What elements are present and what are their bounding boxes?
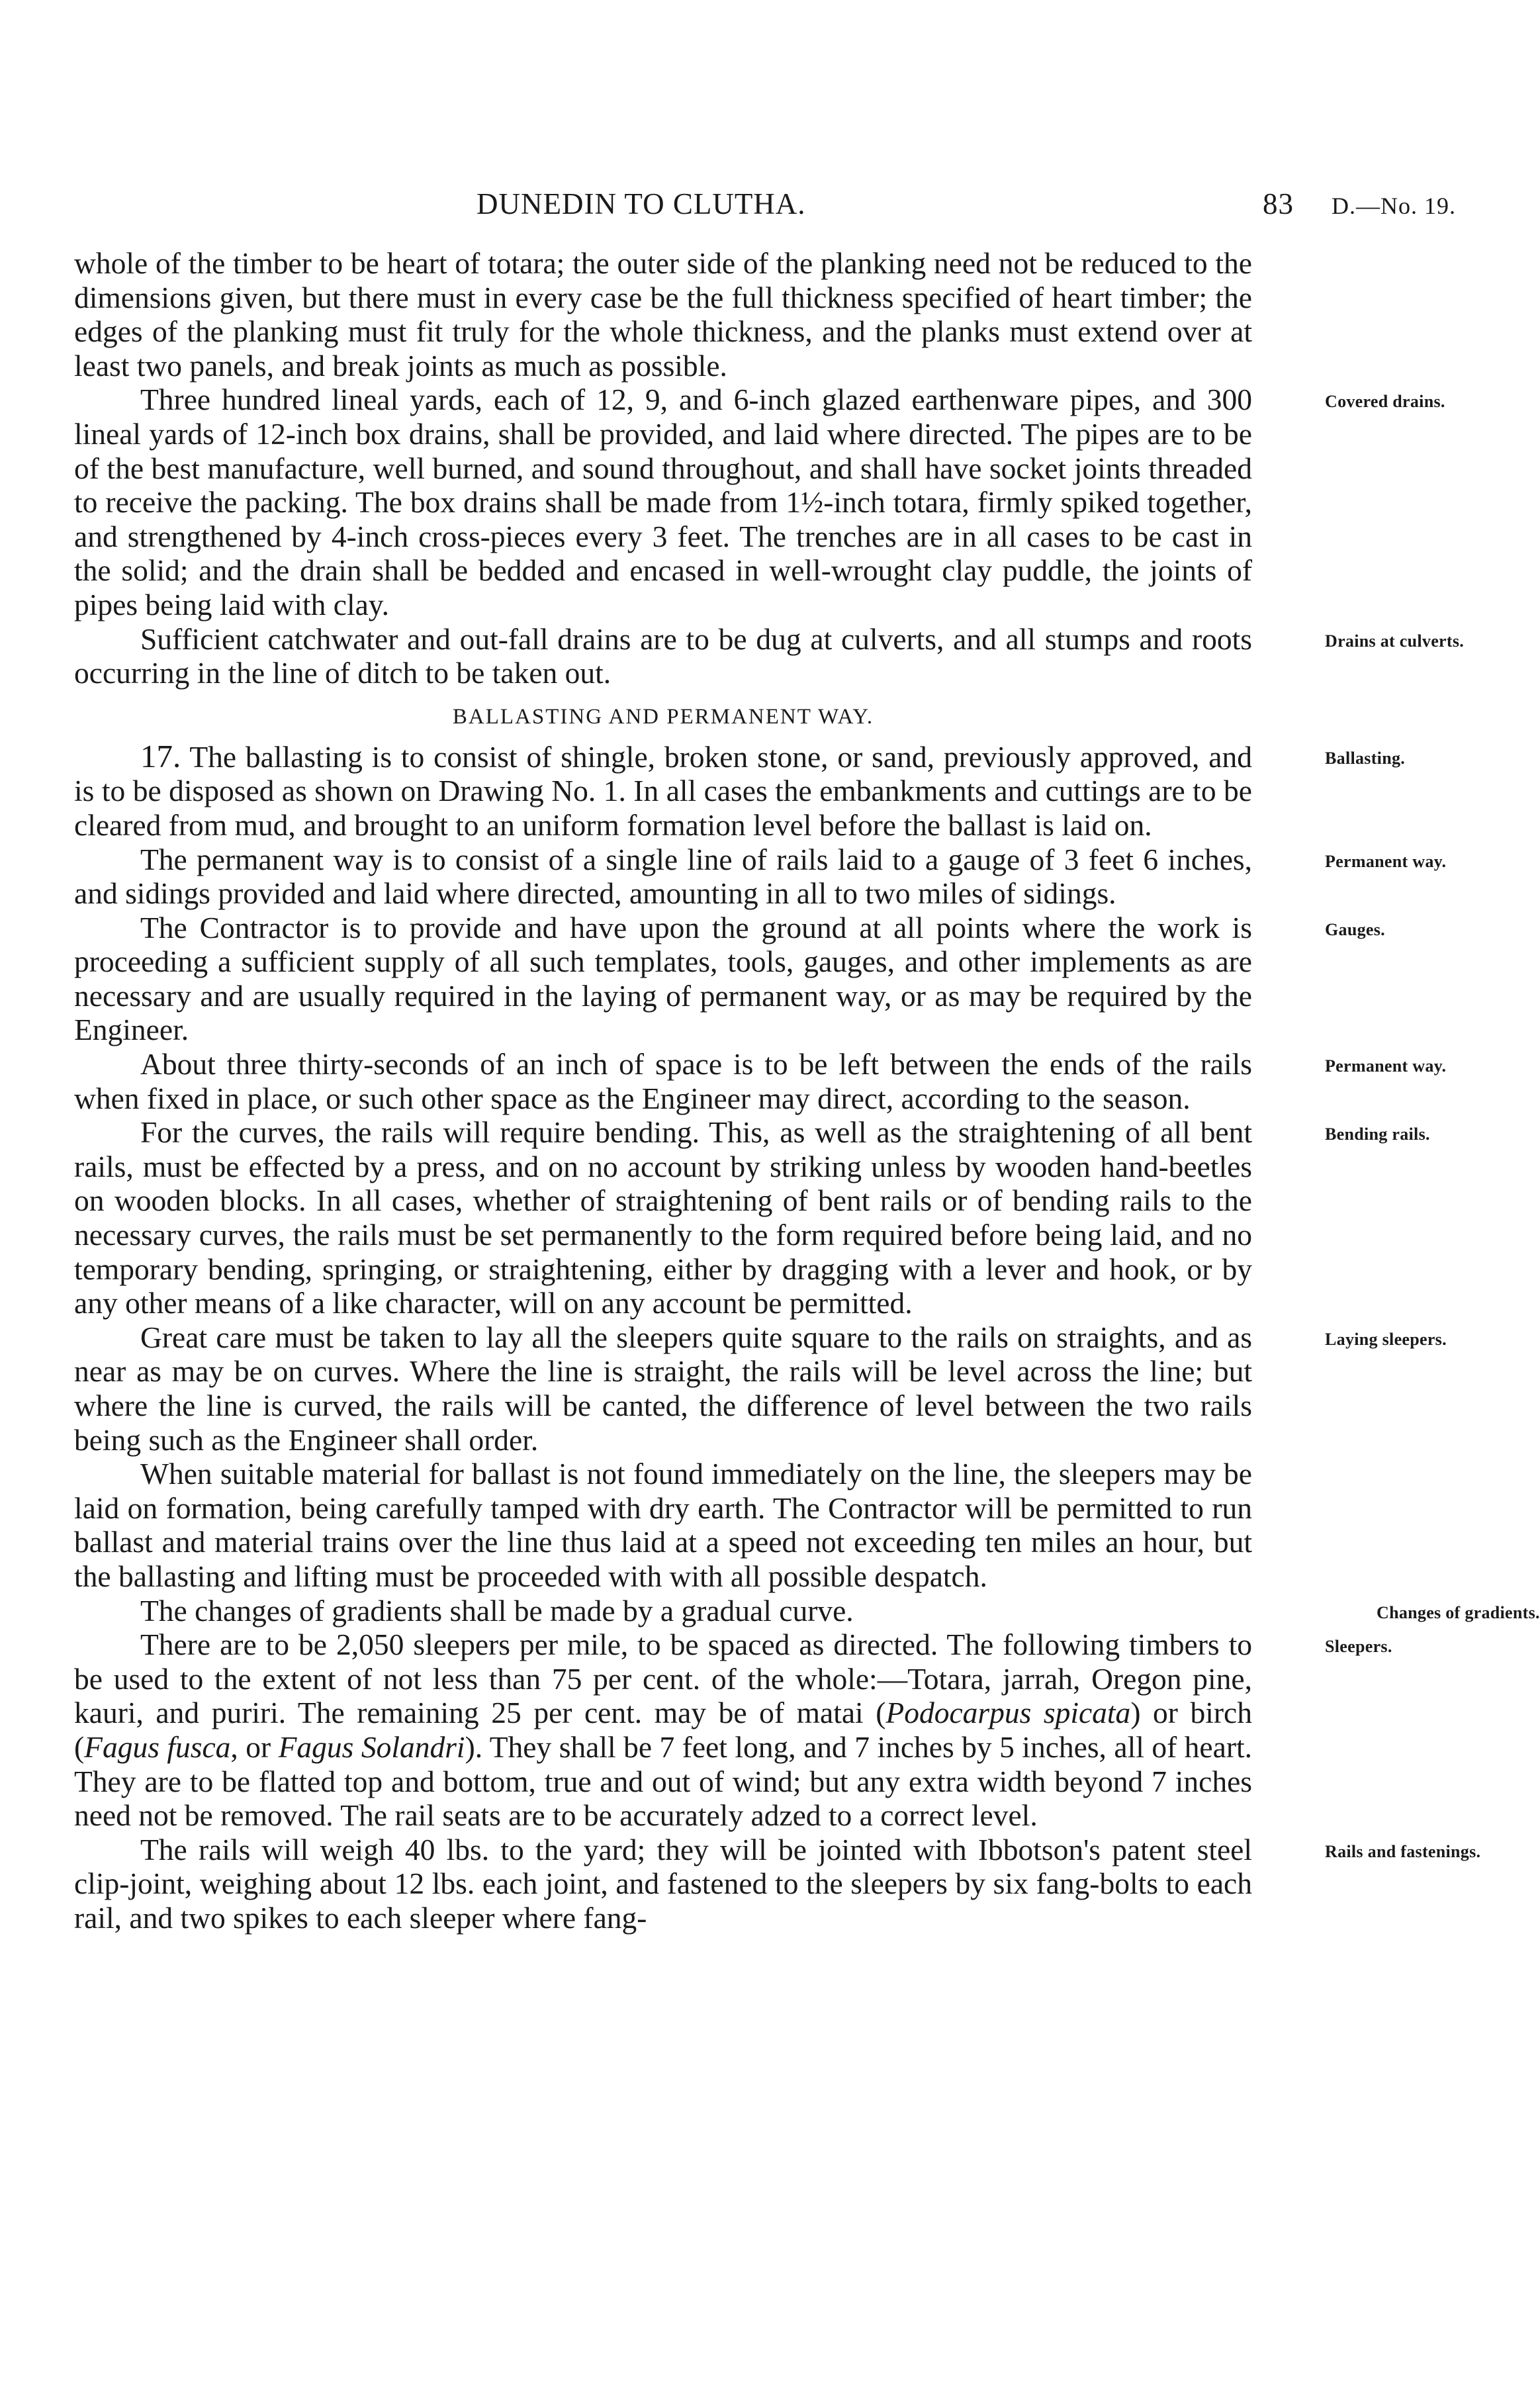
paragraph-text: For the curves, the rails will require bending. This, as well as the straightening of all bent rails, must be effected by a press, and on no account by striking unless by wooden hand-beetles on wooden blocks. In all cases, whether of straightening of bent rails or of bending rails to the necessary curves, the rails must be set permanently to the form required before being laid, and no temporary bending, springing, or straightening, either by dragging with a lever and hook, or by any other means of a like character, will on any account be permitted. bbox=[74, 1115, 1252, 1320]
margin-note-ballasting: Ballasting. bbox=[1325, 748, 1406, 768]
paragraph-text: Great care must be taken to lay all the sleepers quite square to the rails on straights, and as near as may be on curves. Where the line is straight, the rails will be level across the line; but where the line is curved, the rails will be canted, the difference of level between the two rails being such as the Engineer shall order. bbox=[74, 1320, 1252, 1457]
margin-note-rails-and-fastenings: Rails and fastenings. bbox=[1325, 1841, 1481, 1861]
paragraph-ballasting bbox=[74, 737, 1406, 843]
paragraph-text: Sufficient catchwater and out-fall drains are to be dug at culverts, and all stumps and roots occurring in the line of ditch to be taken out. bbox=[74, 621, 1252, 690]
paragraph-text: Three hundred lineal yards, each of 12, 9, and 6-inch glazed earthenware pipes, and 300 lineal yards of 12-inch box drains, shall be provided, and laid where directed. The pipes are to be of the best manufacture, well burned, and sound throughout, and shall have socket joints threaded to receive the packing. The box drains shall be made from 1½-inch totara, firmly spiked together, and strengthened by 4-inch cross-pieces every 3 feet. The trenches are in all cases to be cast in the solid; and the drain shall be bedded and encased in well-wrought clay puddle, the joints of pipes being laid with clay. bbox=[74, 383, 1252, 621]
paragraph-text: The rails will weigh 40 lbs. to the yard; they will be jointed with Ibbotson's patent steel clip-joint, weighing about 12 lbs. each joint, and fastened to the sleepers by six fang-bolts to each rail, and two spikes to each sleeper where fang- bbox=[74, 1832, 1252, 1935]
margin-note-permanent-way-2: Permanent way. bbox=[1325, 1056, 1447, 1076]
paragraph-laying-sleepers bbox=[74, 1320, 1447, 1457]
species-name: Fagus Solandri bbox=[278, 1729, 465, 1764]
paragraph-text: There are to be 2,050 sleepers per mile, to be spaced as directed. The following timbers to be used to the extent of not less than 75 per cent. of the whole:—Totara, jarrah, Oregon pine, kauri, and puriri. The remaining 25 per cent. may be of matai ( bbox=[74, 1628, 1252, 1730]
paragraph-bending-rails bbox=[74, 1115, 1430, 1320]
running-title: DUNEDIN TO CLUTHA. bbox=[476, 187, 806, 220]
paragraph-permanent-way bbox=[74, 842, 1447, 911]
margin-note-permanent-way: Permanent way. bbox=[1325, 851, 1447, 871]
species-name: Fagus fusca bbox=[84, 1729, 231, 1764]
species-name: Podocarpus spicata bbox=[885, 1696, 1131, 1730]
section-heading: BALLASTING AND PERMANENT WAY. bbox=[452, 704, 874, 729]
paragraph-covered-drains bbox=[74, 383, 1445, 621]
paragraph-text: The permanent way is to consist of a single line of rails laid to a gauge of 3 feet 6 inches, and sidings provided and laid where directed, amounting in all to two miles of sidings. bbox=[74, 842, 1252, 911]
paragraph-text: About three thirty-seconds of an inch of space is to be left between the ends of the rails when fixed in place, or such other space as the Engineer may direct, according to the season. bbox=[74, 1047, 1252, 1115]
paragraph-ballast-trains: When suitable material for ballast is not found immediately on the line, the sleepers may be laid on formation, being carefully tamped with dry earth. The Contractor will be permitted to run ballast and material trains over the line thus laid at a speed not exceeding ten miles an hour, but the ballasting and lifting must be proceeded with with all possible despatch. bbox=[74, 1457, 1252, 1593]
paragraph-sleepers bbox=[74, 1628, 1392, 1833]
margin-note-gauges: Gauges. bbox=[1325, 919, 1385, 939]
margin-note-covered-drains: Covered drains. bbox=[1325, 392, 1445, 412]
section-number: 17. bbox=[140, 737, 181, 774]
paragraph-text: The Contractor is to provide and have upon the ground at all points where the work is proceeding a sufficient supply of all such templates, tools, gauges, and other implements as are necessary and are usually required in the laying of permanent way, or as may be required by the Engineer. bbox=[74, 910, 1252, 1047]
paragraph-text: The ballasting is to consist of shingle, broken stone, or sand, previously approved, and is to be disposed as shown on Drawing No. 1. In all cases the embankments and cuttings are to be cleared from mud, and brought to an uniform formation level before the ballast is laid on. bbox=[74, 739, 1253, 842]
paragraph-gauges bbox=[74, 910, 1385, 1047]
paragraph-text: , or bbox=[230, 1729, 279, 1764]
paragraph-rails-and-fastenings bbox=[74, 1832, 1481, 1935]
paragraph-rail-spacing bbox=[74, 1047, 1447, 1115]
margin-note-bending-rails: Bending rails. bbox=[1325, 1125, 1430, 1144]
paragraph-drains-at-culverts bbox=[74, 621, 1465, 690]
paragraph-text: ). They shall be 7 feet long, and 7 inches by 5 inches, all of heart. They are to be flatted top and bottom, true and out of wind; but any extra width beyond 7 inches need not be removed. The rail seats are to be accurately adzed to a correct level. bbox=[74, 1729, 1252, 1833]
margin-note-laying-sleepers: Laying sleepers. bbox=[1325, 1329, 1447, 1349]
document-reference: D.—No. 19. bbox=[1332, 193, 1456, 219]
page-number: 83 bbox=[1263, 187, 1294, 220]
margin-note-changes-of-gradients: Changes of gradients. bbox=[1377, 1602, 1540, 1622]
body-text bbox=[74, 246, 1540, 1935]
margin-note-drains-at-culverts: Drains at culverts. bbox=[1325, 631, 1465, 651]
margin-note-sleepers: Sleepers. bbox=[1325, 1637, 1392, 1657]
paragraph-gradient-changes bbox=[74, 1593, 1540, 1628]
paragraph-timber-continued: whole of the timber to be heart of totara; the outer side of the planking need not be reduced to the dimensions given, but there must in every case be the full thickness specified of heart timber; the edges of the planking must fit truly for the whole thickness, and the planks must extend over at least two panels, and break joints as much as possible. bbox=[74, 246, 1252, 383]
paragraph-text: The changes of gradients shall be made by a gradual curve. bbox=[140, 1593, 854, 1628]
paragraph-text: ) or birch ( bbox=[74, 1696, 1252, 1764]
